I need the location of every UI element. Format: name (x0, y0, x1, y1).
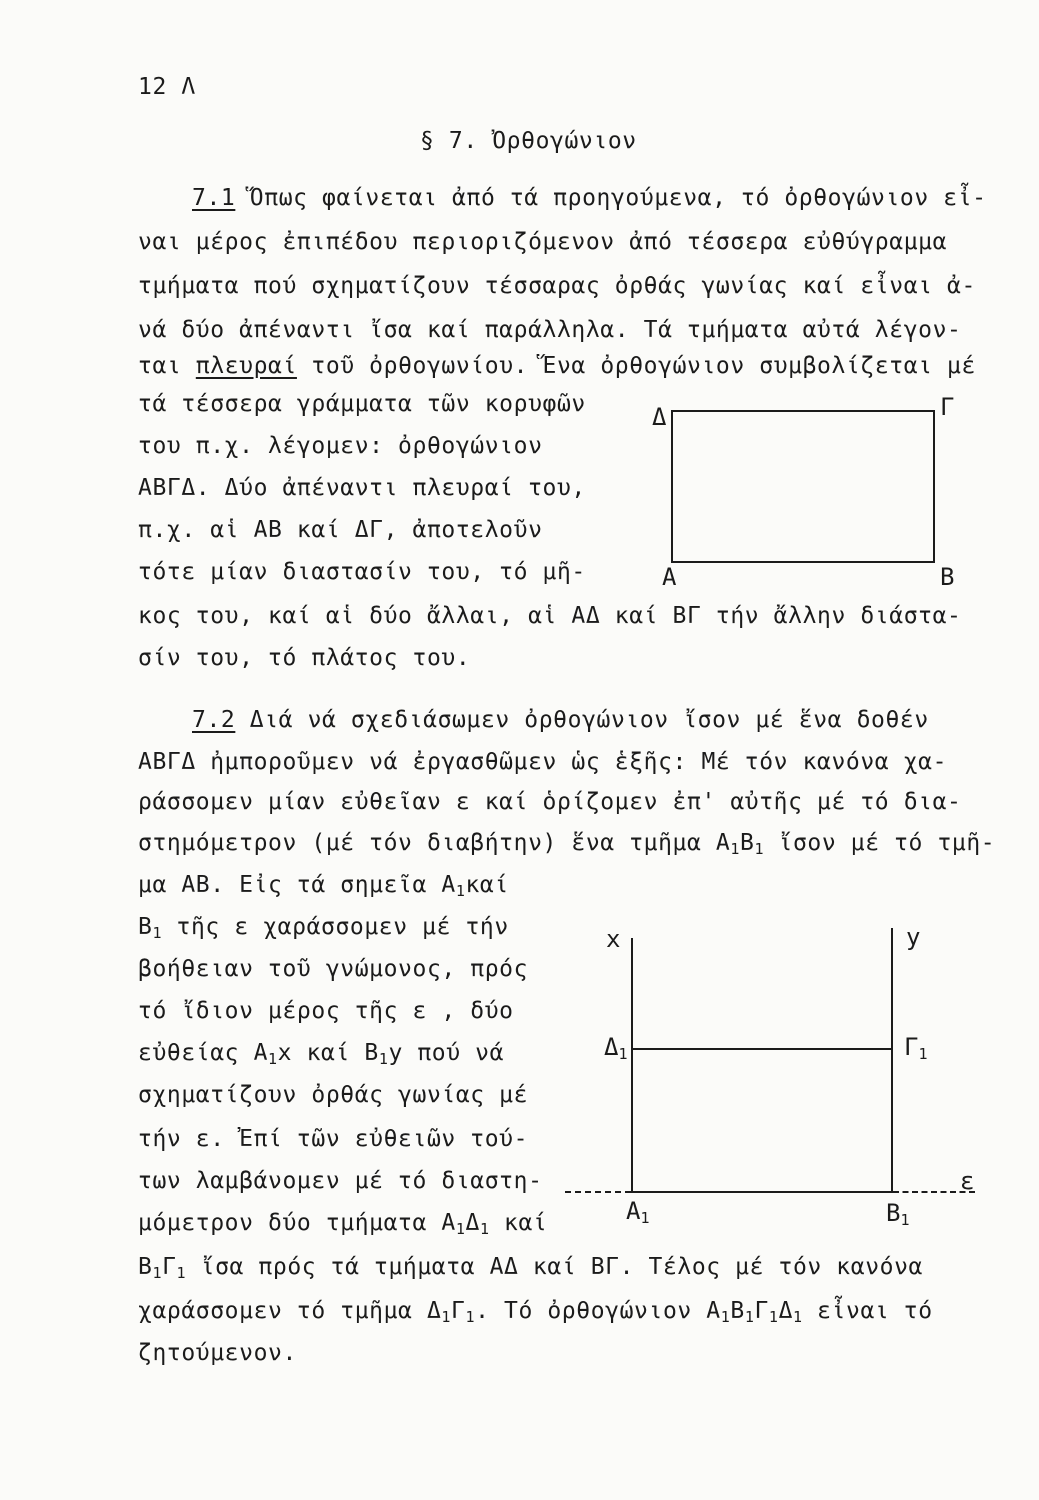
label-x: x (606, 925, 621, 953)
label-e: ε (960, 1167, 975, 1195)
vertex-label-d: Δ (652, 403, 667, 431)
p72-line-15: χαράσσομεν τό τμῆμα $\Delta_1\Gamma_1$. Τό ὀρθογώνιον $A_1B_1\Gamma_1\Delta_1$ εἶναι τό (138, 1298, 933, 1326)
p72-line-7: βοήθειαν τοῦ γνώμονος, πρός (138, 956, 529, 982)
p72-line-11: τήν ε. Ἐπί τῶν εὐθειῶν τού- (138, 1126, 529, 1152)
rectangle-abgd (671, 410, 935, 563)
p71-line-3: τμήματα πού σχηματίζουν τέσσαρας ὀρθάς γωνίας καί εἶναι ἀ- (138, 273, 976, 299)
vertex-label-b: Β (940, 563, 955, 591)
line-a1x (631, 938, 633, 1193)
vertex-label-a: Α (662, 563, 677, 591)
p71-line-1: 7.1 Ὅπως φαίνεται ἀπό τά προηγούμενα, τό ὀρθογώνιον εἶ- (192, 185, 987, 211)
page-number: 12 Λ (138, 74, 196, 100)
p71-line-8: ΑΒΓΔ. Δύο ἀπέναντι πλευραί του, (138, 475, 586, 501)
p72-line-14: $B_1\Gamma_1$ ἴσα πρός τά τμήματα ΑΔ καί ΒΓ. Τέλος μέ τόν κανόνα (138, 1254, 923, 1282)
label-y: y (906, 923, 921, 951)
label-d1: $\Delta_1$ (604, 1033, 628, 1063)
p71-line-2: ναι μέρος ἐπιπέδου περιοριζόμενον ἀπό τέσσερα εὐθύγραμμα (138, 229, 948, 255)
p71-line-6: τά τέσσερα γράμματα τῶν κορυφῶν (138, 391, 586, 417)
p72-line-10: σχηματίζουν ὀρθάς γωνίας μέ (138, 1082, 529, 1108)
p71-line-12: σίν του, τό πλάτος του. (138, 645, 471, 671)
term-pleurai: πλευραί (195, 353, 297, 379)
label-a1: $A_1$ (626, 1197, 650, 1227)
segment-a1b1 (631, 1191, 893, 1193)
vertex-label-g: Γ (940, 393, 955, 421)
p72-line-2: ΑΒΓΔ ἠμποροῦμεν νά ἐργασθῶμεν ὡς ἑξῆς: Μέ τόν κανόνα χα- (138, 749, 948, 775)
section-title: § 7. Ὀρθογώνιον (420, 128, 637, 154)
line-e-left-dashes (565, 1191, 631, 1193)
p71-line-10: τότε μίαν διαστασίν του, τό μῆ- (138, 559, 586, 585)
p71-line-4: νά δύο ἀπέναντι ἴσα καί παράλληλα. Τά τμήματα αὐτά λέγον- (138, 317, 962, 343)
label-b1: $B_1$ (886, 1199, 910, 1229)
p72-line-12: των λαμβάνομεν μέ τό διαστη- (138, 1168, 543, 1194)
p72-line-16: ζητούμενον. (138, 1340, 297, 1366)
p71-line-7: του π.χ. λέγομεν: ὀρθογώνιον (138, 433, 543, 459)
p71-number: 7.1 (192, 185, 236, 211)
p72-line-4: στημόμετρον (μέ τόν διαβήτην) ἕνα τμῆμα $A_1B_1$ ἴσον μέ τό τμῆ- (138, 830, 996, 858)
p71-line-11: κος του, καί αἱ δύο ἄλλαι, αἱ ΑΔ καί ΒΓ τήν ἄλλην διάστα- (138, 603, 962, 629)
p71-line-5: ται πλευραί τοῦ ὀρθογωνίου. Ἕνα ὀρθογώνιον συμβολίζεται μέ (138, 353, 976, 379)
p72-line-1: 7.2 Διά νά σχεδιάσωμεν ὀρθογώνιον ἴσον μέ ἕνα δοθέν (192, 707, 929, 733)
p72-number: 7.2 (192, 707, 236, 733)
p72-line-9: εὐθείας $A_1x$ καί $B_1y$ πού νά (138, 1040, 505, 1068)
p72-line-6: $B_1$ τῆς ε χαράσσομεν μέ τήν (138, 914, 509, 942)
segment-d1g1 (631, 1048, 893, 1050)
p72-line-8: τό ἴδιον μέρος τῆς ε , δύο (138, 998, 514, 1024)
label-g1: $\Gamma_1$ (904, 1033, 928, 1063)
p72-line-5: μα ΑΒ. Εἰς τά σημεῖα $A_1\kappa\alpha ί$ (138, 872, 509, 900)
p71-line-9: π.χ. αἱ ΑΒ καί ΔΓ, ἀποτελοῦν (138, 517, 543, 543)
p72-line-13: μόμετρον δύο τμήματα $A_1\Delta_1$ καί (138, 1210, 548, 1238)
p72-line-3: ράσσομεν μίαν εὐθεῖαν ε καί ὁρίζομεν ἐπ' αὐτῆς μέ τό δια- (138, 789, 962, 815)
line-b1y (891, 928, 893, 1193)
